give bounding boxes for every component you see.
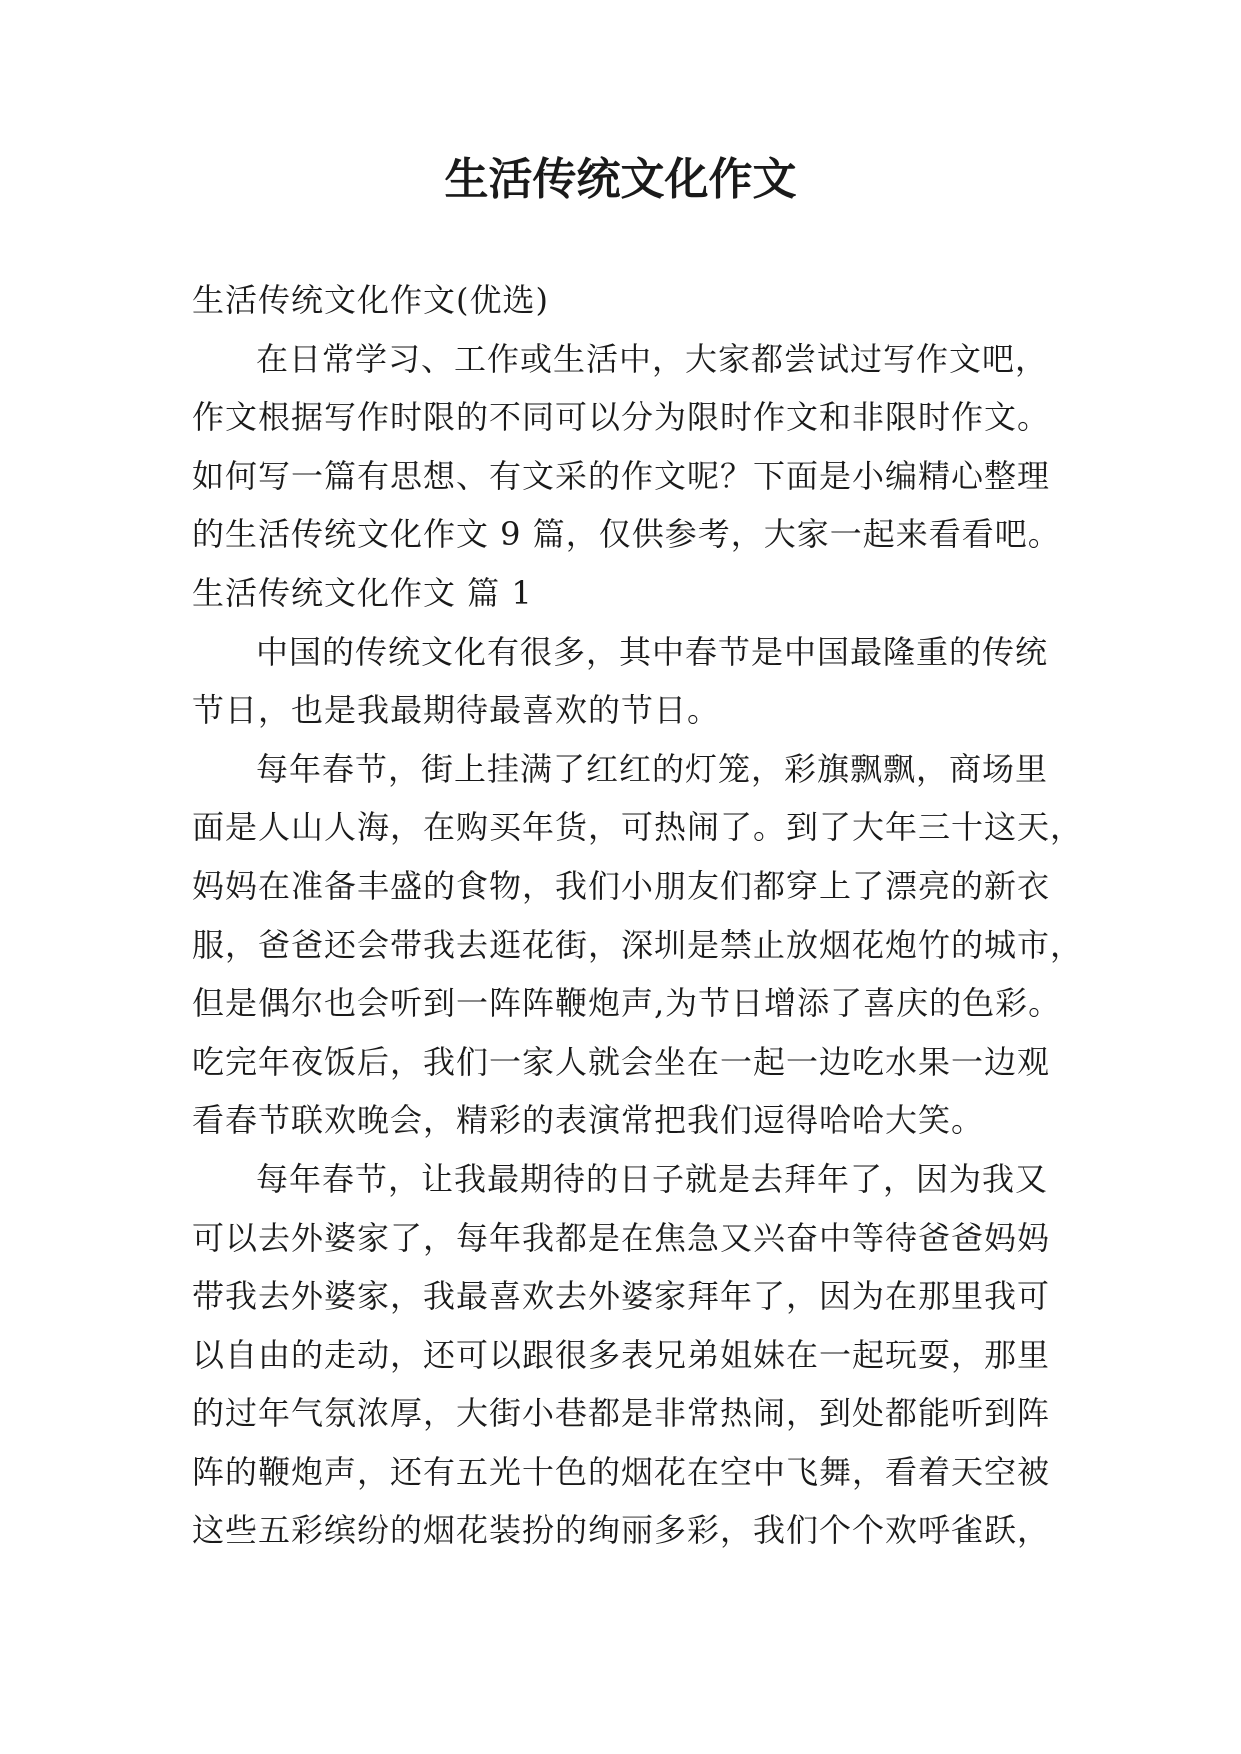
document-title: 生活传统文化作文 [444, 154, 797, 205]
text-line: 看春节联欢晚会，精彩的表演常把我们逗得哈哈大笑。 [192, 1101, 985, 1140]
subtitle-line: 生活传统文化作文(优选) [192, 281, 549, 319]
text-line: 阵的鞭炮声，还有五光十色的烟花在空中飞舞，看着天空被 [192, 1452, 1051, 1491]
text-line: 作文根据写作时限的不同可以分为限时作文和非限时作文。 [192, 398, 1051, 437]
text-line: 面是人山人海，在购买年货，可热闹了。到了大年三十这天， [192, 808, 1084, 847]
text-line: 可以去外婆家了，每年我都是在焦急又兴奋中等待爸爸妈妈 [192, 1218, 1051, 1257]
text-line: 在日常学习、工作或生活中，大家都尝试过写作文吧， [256, 339, 1049, 378]
text-line: 每年春节，让我最期待的日子就是去拜年了，因为我又 [256, 1159, 1049, 1198]
text-line: 中国的传统文化有很多，其中春节是中国最隆重的传统 [256, 632, 1049, 671]
text-line: 但是偶尔也会听到一阵阵鞭炮声,为节日增添了喜庆的色彩。 [192, 984, 1062, 1023]
section-heading: 生活传统文化作文 篇 1 [192, 573, 533, 612]
text-line: 节日，也是我最期待最喜欢的节日。 [192, 691, 721, 730]
text-line: 带我去外婆家，我最喜欢去外婆家拜年了，因为在那里我可 [192, 1277, 1051, 1316]
text-line: 妈妈在准备丰盛的食物，我们小朋友们都穿上了漂亮的新衣 [192, 866, 1051, 905]
text-line: 的生活传统文化作文 9 篇，仅供参考，大家一起来看看吧。 [192, 515, 1061, 554]
text-line: 如何写一篇有思想、有文采的作文呢？下面是小编精心整理 [192, 456, 1051, 495]
text-line: 每年春节，街上挂满了红红的灯笼，彩旗飘飘，商场里 [256, 749, 1049, 788]
text-line: 这些五彩缤纷的烟花装扮的绚丽多彩，我们个个欢呼雀跃， [192, 1511, 1051, 1550]
text-line: 的过年气氛浓厚，大街小巷都是非常热闹，到处都能听到阵 [192, 1394, 1051, 1433]
text-line: 以自由的走动，还可以跟很多表兄弟姐妹在一起玩耍，那里 [192, 1335, 1051, 1374]
text-line: 服，爸爸还会带我去逛花街，深圳是禁止放烟花炮竹的城市， [192, 925, 1084, 964]
text-line: 吃完年夜饭后，我们一家人就会坐在一起一边吃水果一边观 [192, 1042, 1051, 1081]
document-body [192, 271, 1084, 1560]
